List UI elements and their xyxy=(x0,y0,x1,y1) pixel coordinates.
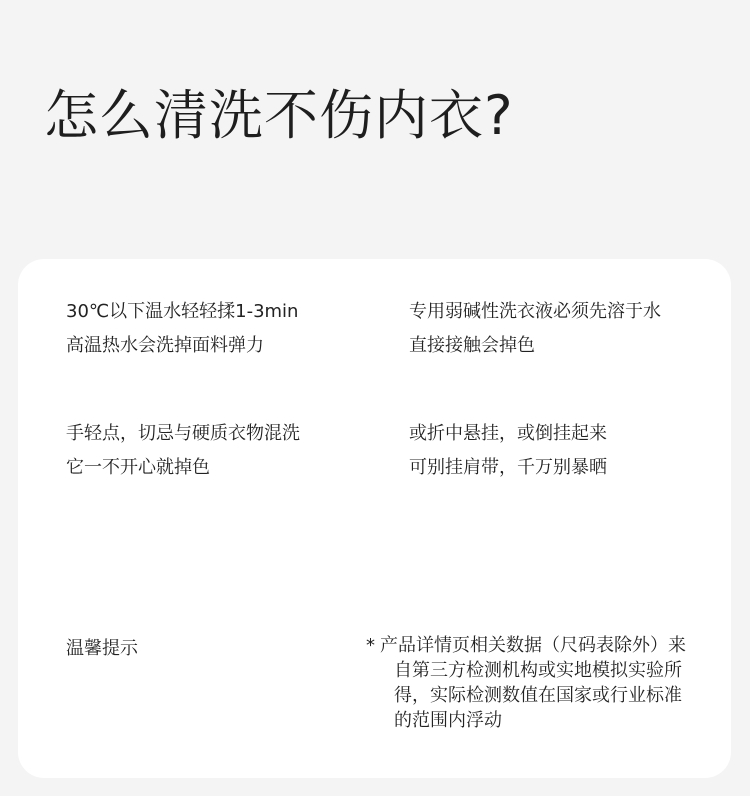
tip-line: 直接接触会掉色 xyxy=(409,335,535,356)
note-line: 得，实际检测数值在国家或行业标准 xyxy=(394,685,682,706)
washing-tips-card xyxy=(18,259,731,778)
reminder-note xyxy=(366,633,706,733)
tip-line: 手轻点，切忌与硬质衣物混洗 xyxy=(66,423,300,444)
tip-line: 30℃以下温水轻轻揉1-3min xyxy=(66,301,299,322)
tip-line: 或折中悬挂，或倒挂起来 xyxy=(409,423,607,444)
tip-gentle-wash xyxy=(66,417,300,485)
note-line: 产品详情页相关数据（尺码表除外）来 xyxy=(380,635,686,656)
reminder-label: 温馨提示 xyxy=(66,638,138,659)
tip-detergent xyxy=(409,295,661,363)
page-title: 怎么清洗不伤内衣? xyxy=(44,84,514,147)
tip-drying xyxy=(409,417,607,485)
tip-line: 可别挂肩带，千万别暴晒 xyxy=(409,457,607,478)
note-line: 的范围内浮动 xyxy=(394,710,502,731)
note-line: 自第三方检测机构或实地模拟实验所 xyxy=(394,660,682,681)
tip-water-temperature xyxy=(66,295,298,363)
tip-line: 专用弱碱性洗衣液必须先溶于水 xyxy=(409,301,661,322)
tip-line: 高温热水会洗掉面料弹力 xyxy=(66,335,264,356)
asterisk-mark: * xyxy=(366,635,375,656)
tip-line: 它一不开心就掉色 xyxy=(66,457,210,478)
